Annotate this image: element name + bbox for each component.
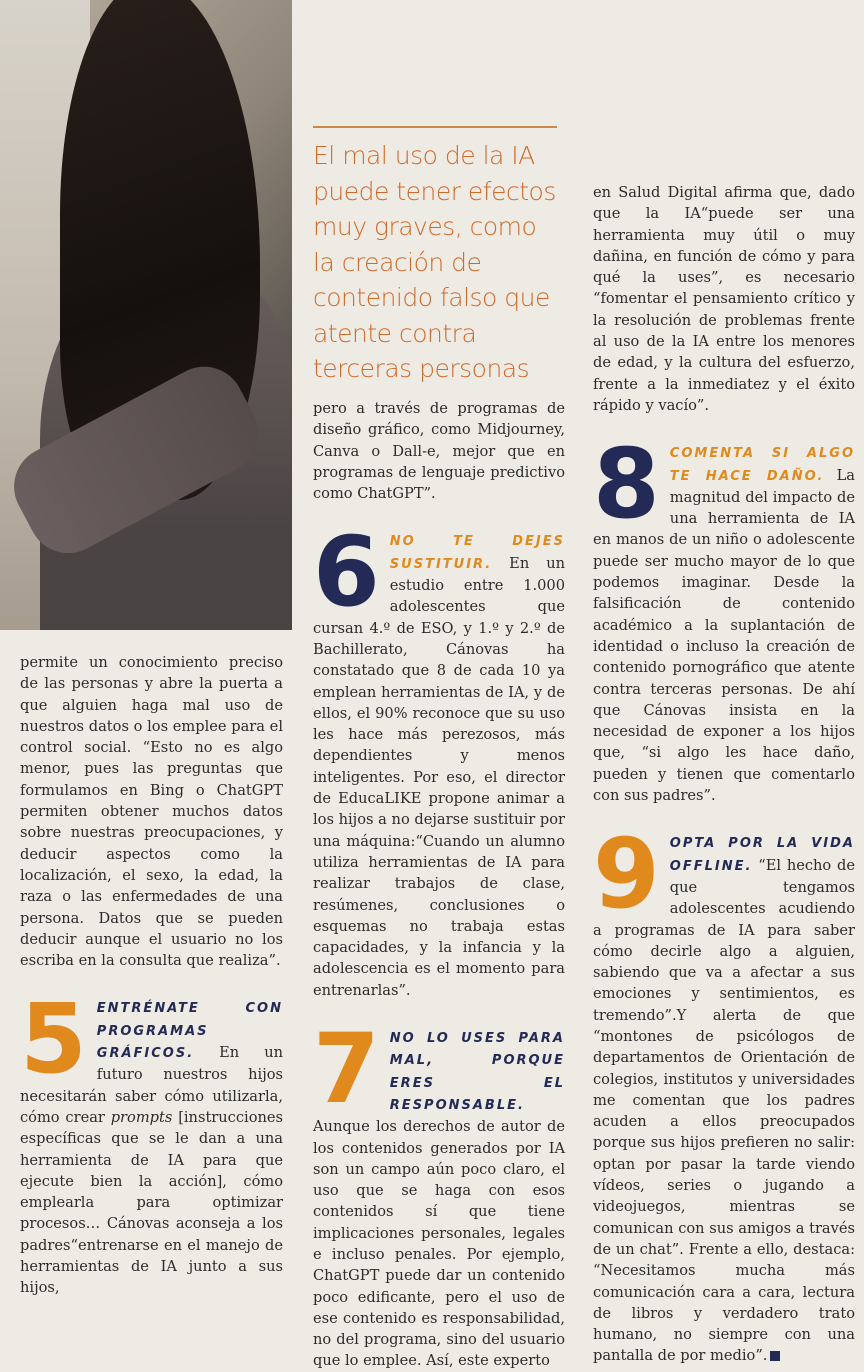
column-1	[20, 652, 283, 1299]
section-heading-8: COMENTA SI ALGO TE HACE DAÑO.	[669, 446, 855, 484]
section-7-continued: en Salud Digital afirma que, dado que la IA“puede ser una herramienta muy útil o muy dañina, en función de cómo y para qué la uses”, es necesario “fomentar el pensamiento crítico y la resolución de problemas frente al uso de la IA entre los menores de edad, y la cultura del esfuerzo, frente a la inmediatez y el éxito rápido y vacío”.	[593, 184, 855, 414]
column-2	[313, 398, 565, 1372]
section-6: 6 NO TE DEJES SUSTITUIR. En un estudio entre 1.000 adolescentes que cursan 4.º de ESO, y 1.º y 2.º de Bachillerato, Cánovas ha constatado que 8 de cada 10 ya emplean herramientas de IA, y de ellos, el 90% reconoce que su uso les hace más perezosos, más dependientes y menos inteligentes. Por eso, el director de EducaLIKE propone animar a los hijos a no dejarse sustituir por una máquina:“Cuando un alumno utiliza herramientas de IA para realizar trabajos de clase, resúmenes, conclusiones o esquemas no trabaja estas capacidades, y la infancia y la adolescencia es el momento para entrenarlas”.	[313, 516, 565, 999]
section-heading-9: OPTA POR LA VIDA OFFLINE.	[669, 836, 855, 874]
section-number-6: 6	[313, 516, 380, 629]
section-number-9: 9	[593, 818, 660, 931]
section-7: 7 NO LO USES PARA MAL, PORQUE ERES EL RESPONSABLE. Aunque los derechos de autor de los contenidos generados por IA son un campo aún poco claro, el uso que se haga con esos contenidos sí que tiene implicaciones personales, legales e incluso penales. Por ejemplo, ChatGPT puede dar un contenido poco edificante, pero el uso de ese contenido es responsabilidad, no del programa, sino del usuario que lo emplee. Así, este experto	[313, 1013, 565, 1370]
pull-quote: El mal uso de la IA puede tener efectos muy graves, como la creación de contenido falso que atente contra terceras personas	[313, 141, 556, 383]
pull-quote-rule	[313, 126, 557, 128]
section-number-7: 7	[313, 1013, 380, 1126]
section-number-5: 5	[20, 983, 87, 1096]
article-photo	[0, 0, 292, 630]
section-5: 5 ENTRÉNATE CON PROGRAMAS GRÁFICOS. En un futuro nuestros hijos necesitarán saber cómo utilizarla, cómo crear prompts [instrucciones específicas que se le dan a una herramienta de IA para que ejecute bien la acción], cómo emplearla para optimizar procesos… Cánovas aconseja a los padres“entrenarse en el manejo de herramientas de IA junto a sus hijos,	[20, 983, 284, 1297]
section-number-8: 8	[593, 428, 660, 541]
section-8: 8 COMENTA SI ALGO TE HACE DAÑO. La magnitud del impacto de una herramienta de IA en manos de un niño o adolescente puede ser mucho mayor de lo que podemos imaginar. Desde la falsificación de contenido académico a la suplantación de identidad o incluso la creación de contenido pornográfico que atente contra terceras personas. De ahí que Cánovas insista en la necesidad de exponer a los hijos que, “si algo les hace daño, pueden y tienen que comentarlo con sus padres”.	[593, 428, 855, 805]
end-mark-icon	[770, 1351, 780, 1361]
section-5-continued: pero a través de programas de diseño gráfico, como Midjourney, Canva o Dall-e, mejor que en programas de lenguaje predictivo como ChatGPT”.	[313, 400, 565, 503]
section-9: 9 OPTA POR LA VIDA OFFLINE. “El hecho de que tengamos adolescentes acudiendo a programas de IA para saber cómo decirle algo a alguien, sabiendo que va a afectar a sus emociones y sentimientos, es tremendo”.Y alerta de que “montones de psicólogos de departamentos de Orientación de colegios, institutos y universidades me comentan que los padres acuden a ellos preocupados porque sus hijos prefieren no salir: optan por pasar la tarde viendo vídeos, series o jugando a videojuegos, mientras se comunican con sus amigos a través de un chat”. Frente a ello, destaca: “Necesitamos mucha más comunicación cara a cara, lectura de libros y verdadero trato humano, no siempre con una pantalla de por medio”.	[593, 818, 855, 1365]
section-heading-6: NO TE DEJES SUSTITUIR.	[389, 534, 565, 572]
column-3	[593, 182, 855, 1367]
intro-paragraph: permite un conocimiento preciso de las personas y abre la puerta a que alguien haga mal uso de nuestros datos o los emplee para el control social. “Esto no es algo menor, pues las preguntas que formulamos en Bing o ChatGPT permiten obtener muchos datos sobre nuestras preocupaciones, y deducir aspectos como la localización, el sexo, la edad, la raza o las enfermedades de una persona. Datos que se pueden deducir aunque el usuario no los escriba en la consulta que realiza”.	[20, 654, 283, 970]
section-heading-5: ENTRÉNATE CON PROGRAMAS GRÁFICOS.	[96, 1001, 283, 1062]
section-heading-7: NO LO USES PARA MAL, PORQUE ERES EL RESPONSABLE.	[389, 1031, 565, 1113]
